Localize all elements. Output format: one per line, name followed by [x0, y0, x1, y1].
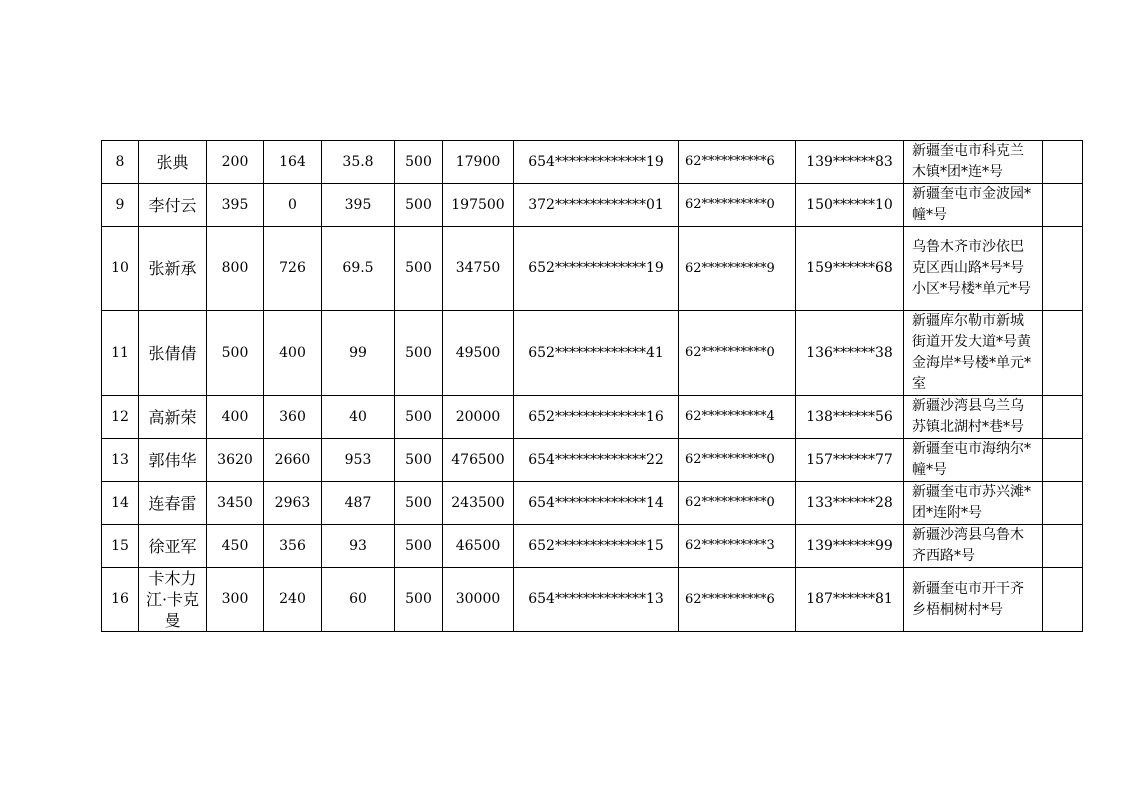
- account-cell: 62**********3: [679, 525, 796, 568]
- phone-cell: 159******68: [796, 227, 904, 311]
- value-cell-1: 200: [207, 141, 264, 184]
- id-number-cell: 372*************01: [514, 184, 679, 227]
- phone-cell: 139******83: [796, 141, 904, 184]
- row-number-cell: 14: [102, 482, 139, 525]
- id-number-cell: 654*************22: [514, 439, 679, 482]
- value-cell-1: 400: [207, 396, 264, 439]
- address-cell: 新疆奎屯市苏兴滩*团*连附*号: [904, 482, 1043, 525]
- data-table: [101, 140, 1083, 632]
- value-cell-1: 450: [207, 525, 264, 568]
- name-cell: 卡木力江·卡克曼: [139, 568, 207, 632]
- value-cell-2: 240: [264, 568, 322, 632]
- value-cell-3: 35.8: [322, 141, 395, 184]
- value-cell-1: 3450: [207, 482, 264, 525]
- value-cell-4: 500: [395, 439, 443, 482]
- account-cell: 62**********6: [679, 141, 796, 184]
- value-cell-5: 476500: [443, 439, 514, 482]
- name-cell: 连春雷: [139, 482, 207, 525]
- value-cell-1: 800: [207, 227, 264, 311]
- table-row: [102, 396, 1083, 439]
- table-row: [102, 525, 1083, 568]
- name-cell: 张倩倩: [139, 311, 207, 396]
- address-cell: 新疆奎屯市开干齐乡梧桐树村*号: [904, 568, 1043, 632]
- phone-cell: 139******99: [796, 525, 904, 568]
- address-cell: 新疆奎屯市金波园*幢*号: [904, 184, 1043, 227]
- value-cell-4: 500: [395, 184, 443, 227]
- account-cell: 62**********6: [679, 568, 796, 632]
- phone-cell: 187******81: [796, 568, 904, 632]
- value-cell-1: 395: [207, 184, 264, 227]
- value-cell-5: 20000: [443, 396, 514, 439]
- name-cell: 郭伟华: [139, 439, 207, 482]
- remark-cell: [1043, 568, 1083, 632]
- table-body: [102, 141, 1083, 632]
- remark-cell: [1043, 311, 1083, 396]
- value-cell-3: 93: [322, 525, 395, 568]
- remark-cell: [1043, 439, 1083, 482]
- value-cell-3: 953: [322, 439, 395, 482]
- phone-cell: 136******38: [796, 311, 904, 396]
- value-cell-5: 243500: [443, 482, 514, 525]
- address-cell: 新疆沙湾县乌兰乌苏镇北湖村*巷*号: [904, 396, 1043, 439]
- id-number-cell: 652*************41: [514, 311, 679, 396]
- value-cell-1: 3620: [207, 439, 264, 482]
- address-cell: 新疆沙湾县乌鲁木齐西路*号: [904, 525, 1043, 568]
- value-cell-3: 60: [322, 568, 395, 632]
- address-cell: 新疆奎屯市科克兰木镇*团*连*号: [904, 141, 1043, 184]
- name-cell: 张新承: [139, 227, 207, 311]
- row-number-cell: 10: [102, 227, 139, 311]
- value-cell-5: 49500: [443, 311, 514, 396]
- value-cell-4: 500: [395, 482, 443, 525]
- value-cell-5: 17900: [443, 141, 514, 184]
- phone-cell: 133******28: [796, 482, 904, 525]
- value-cell-1: 300: [207, 568, 264, 632]
- table-row: [102, 227, 1083, 311]
- table-row: [102, 482, 1083, 525]
- address-cell: 新疆库尔勒市新城街道开发大道*号黄金海岸*号楼*单元*室: [904, 311, 1043, 396]
- account-cell: 62**********0: [679, 311, 796, 396]
- address-cell: 乌鲁木齐市沙依巴克区西山路*号*号小区*号楼*单元*号: [904, 227, 1043, 311]
- value-cell-4: 500: [395, 141, 443, 184]
- value-cell-1: 500: [207, 311, 264, 396]
- account-cell: 62**********9: [679, 227, 796, 311]
- account-cell: 62**********4: [679, 396, 796, 439]
- value-cell-4: 500: [395, 227, 443, 311]
- value-cell-2: 2660: [264, 439, 322, 482]
- id-number-cell: 654*************14: [514, 482, 679, 525]
- value-cell-3: 99: [322, 311, 395, 396]
- name-cell: 张典: [139, 141, 207, 184]
- row-number-cell: 15: [102, 525, 139, 568]
- value-cell-3: 40: [322, 396, 395, 439]
- remark-cell: [1043, 482, 1083, 525]
- account-cell: 62**********0: [679, 439, 796, 482]
- remark-cell: [1043, 396, 1083, 439]
- value-cell-4: 500: [395, 311, 443, 396]
- remark-cell: [1043, 227, 1083, 311]
- row-number-cell: 13: [102, 439, 139, 482]
- value-cell-5: 34750: [443, 227, 514, 311]
- table-row: [102, 439, 1083, 482]
- name-cell: 高新荣: [139, 396, 207, 439]
- account-cell: 62**********0: [679, 482, 796, 525]
- value-cell-4: 500: [395, 396, 443, 439]
- phone-cell: 157******77: [796, 439, 904, 482]
- row-number-cell: 8: [102, 141, 139, 184]
- remark-cell: [1043, 184, 1083, 227]
- table-row: [102, 141, 1083, 184]
- row-number-cell: 16: [102, 568, 139, 632]
- value-cell-2: 360: [264, 396, 322, 439]
- value-cell-5: 197500: [443, 184, 514, 227]
- value-cell-2: 356: [264, 525, 322, 568]
- value-cell-5: 30000: [443, 568, 514, 632]
- account-cell: 62**********0: [679, 184, 796, 227]
- id-number-cell: 654*************13: [514, 568, 679, 632]
- value-cell-3: 69.5: [322, 227, 395, 311]
- value-cell-2: 400: [264, 311, 322, 396]
- phone-cell: 138******56: [796, 396, 904, 439]
- phone-cell: 150******10: [796, 184, 904, 227]
- row-number-cell: 12: [102, 396, 139, 439]
- table-row: [102, 311, 1083, 396]
- id-number-cell: 652*************19: [514, 227, 679, 311]
- name-cell: 徐亚军: [139, 525, 207, 568]
- value-cell-4: 500: [395, 525, 443, 568]
- row-number-cell: 11: [102, 311, 139, 396]
- value-cell-2: 0: [264, 184, 322, 227]
- table-row: [102, 568, 1083, 632]
- id-number-cell: 652*************15: [514, 525, 679, 568]
- value-cell-2: 2963: [264, 482, 322, 525]
- remark-cell: [1043, 141, 1083, 184]
- value-cell-5: 46500: [443, 525, 514, 568]
- value-cell-2: 726: [264, 227, 322, 311]
- row-number-cell: 9: [102, 184, 139, 227]
- address-cell: 新疆奎屯市海纳尔*幢*号: [904, 439, 1043, 482]
- name-cell: 李付云: [139, 184, 207, 227]
- id-number-cell: 654*************19: [514, 141, 679, 184]
- id-number-cell: 652*************16: [514, 396, 679, 439]
- value-cell-3: 487: [322, 482, 395, 525]
- table-row: [102, 184, 1083, 227]
- value-cell-2: 164: [264, 141, 322, 184]
- value-cell-3: 395: [322, 184, 395, 227]
- remark-cell: [1043, 525, 1083, 568]
- value-cell-4: 500: [395, 568, 443, 632]
